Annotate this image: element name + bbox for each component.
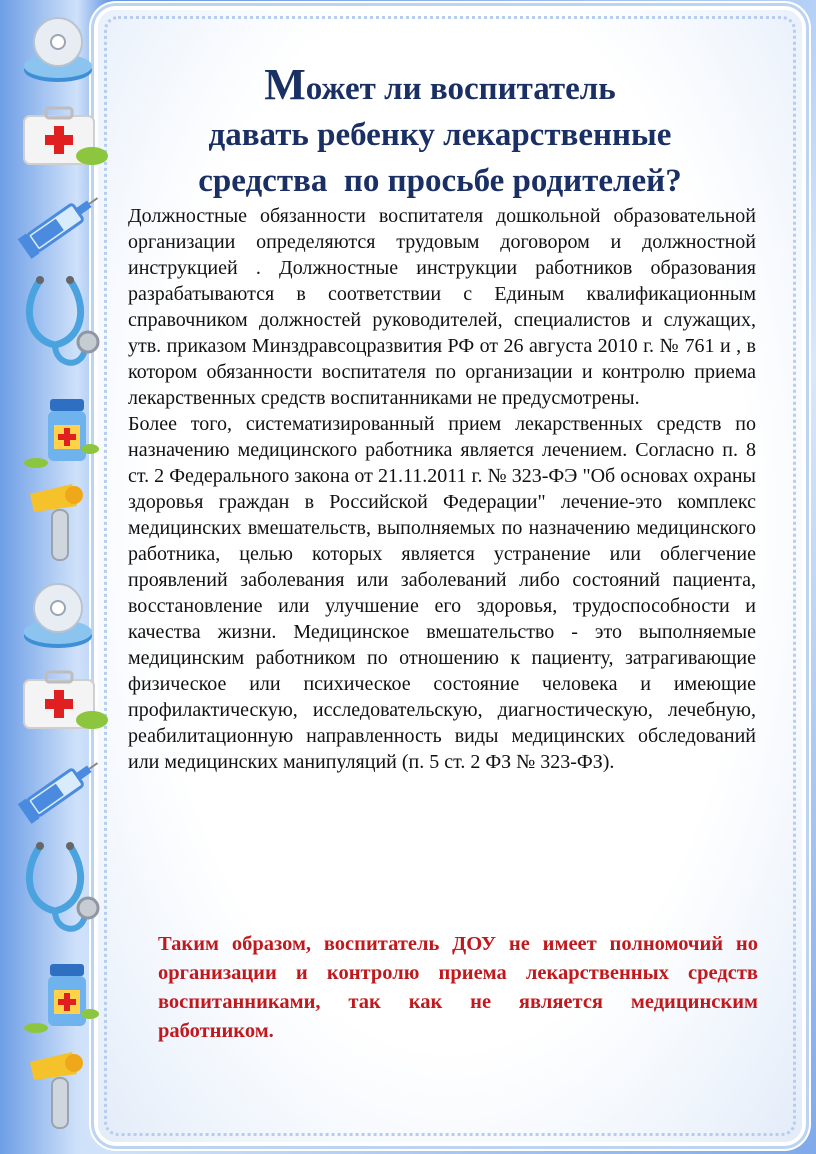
first-aid-kit-icon [20,664,110,739]
body-text [128,203,756,775]
pill-bottle-icon [22,960,102,1040]
page-title [110,62,770,204]
title-line-1-rest: ожет ли воспитатель [305,71,616,107]
pill-bottle-icon [22,395,102,475]
syringe-icon [12,750,107,830]
first-aid-kit-icon [20,100,110,175]
disc-icon [18,12,98,92]
syringe-icon [12,185,107,265]
title-line-1 [110,62,770,112]
disc-icon [18,578,98,658]
title-line-3: средства по просьбе родителей? [198,163,682,199]
conclusion-text: Таким образом, воспитатель ДОУ не имеет полномочий но организации и контролю приема лекарственных средств воспитанниками, так как не является медицинским работником. [158,933,758,1042]
title-line-2: давать ребенку лекарственные [208,117,672,153]
otoscope-icon [22,480,102,565]
stethoscope-icon [10,270,105,380]
stethoscope-icon [10,836,105,946]
otoscope-icon [22,1048,102,1133]
title-first-letter: М [264,60,306,109]
body-paragraph-2: Более того, систематизированный прием лекарственных средств по назначению медицинского работника является лечением. Согласно п. 8 ст. 2 Федерального закона от 21.11.2011 г. № 323-ФЭ "Об основах охраны здоровья граждан в Российской Федерации" лечение-это комплекс медицинских вмешательств, выполняемых по назначению медицинского работника, целью которых является устранение или облегчение проявлений заболевания или заболеваний либо состояний пациента, восстановление или улучшение его здоровья, трудоспособности и качества жизни. Медицинское вмешательство - это выполняемые медицинским работником по отношению к пациенту, затрагивающие физическое или психическое состояние человека и имеющие профилактическую, исследовательскую, диагностическую, лечебную, реабилитационную направленность виды медицинских обследований или медицинских манипуляций (п. 5 ст. 2 ФЗ № 323-ФЗ). [128,413,756,773]
body-paragraph-1: Должностные обязанности воспитателя дошкольной образовательной организации определяются трудовым договором и должностной инструкцией . Должностные инструкции работников образования разрабатываются в соответствии с Единым квалификационным справочником должностей руководителей, специалистов и служащих, утв. приказом Минздравсоцразвития РФ от 26 августа 2010 г. № 761 и , в котором обязанности воспитателя по организации и контролю приема лекарственных средств воспитанниками не предусмотрены. [128,205,756,409]
